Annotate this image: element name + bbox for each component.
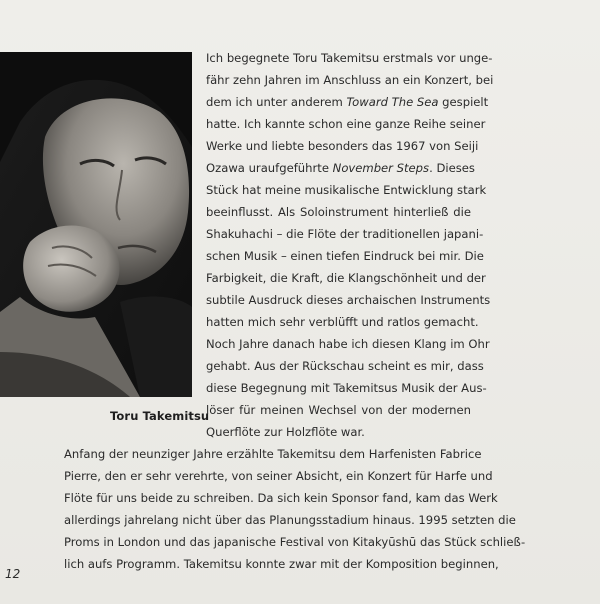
body-line: Flöte für uns beide zu schreiben. Da sich kein Sponsor fand, kam das Werk — [64, 491, 498, 505]
column-line: löser für meinen Wechsel von der modernen — [206, 403, 471, 417]
photo-caption: Toru Takemitsu — [110, 409, 210, 423]
column-line: diese Begegnung mit Takemitsus Musik der Aus- — [206, 381, 487, 395]
body-line: Proms in London und das japanische Festival von Kitakyūshū das Stück schließ- — [64, 535, 526, 549]
column-line: Ich begegnete Toru Takemitsu erstmals vor unge- — [206, 51, 493, 65]
column-line: Werke und liebte besonders das 1967 von Seiji — [206, 139, 479, 153]
portrait-photo — [0, 52, 192, 397]
column-line: Ozawa uraufgeführte November Steps. Dieses — [206, 161, 475, 175]
column-line: Stück hat meine musikalische Entwicklung stark — [206, 183, 487, 197]
column-line: Shakuhachi – die Flöte der traditionellen japani- — [206, 227, 484, 241]
column-line: subtile Ausdruck dieses archaischen Instruments — [206, 293, 491, 307]
body-line: allerdings jahrelang nicht über das Planungsstadium hinaus. 1995 setzten die — [64, 513, 516, 527]
column-line: schen Musik – einen tiefen Eindruck bei mir. Die — [206, 249, 484, 263]
column-line: dem ich unter anderem Toward The Sea gespielt — [206, 95, 489, 109]
body-line: Pierre, den er sehr verehrte, von seiner Absicht, ein Konzert für Harfe und — [64, 469, 493, 483]
column-line: fähr zehn Jahren im Anschluss an ein Konzert, bei — [206, 73, 494, 87]
column-line: Noch Jahre danach habe ich diesen Klang im Ohr — [206, 337, 490, 351]
column-line: gehabt. Aus der Rückschau scheint es mir, dass — [206, 359, 484, 373]
body-line: lich aufs Programm. Takemitsu konnte zwar mit der Komposition beginnen, — [64, 557, 499, 571]
column-line: Querflöte zur Holzflöte war. — [206, 425, 365, 439]
column-line: hatten mich sehr verblüfft und ratlos gemacht. — [206, 315, 479, 329]
column-line: beeinflusst. Als Soloinstrument hinterließ die — [206, 205, 471, 219]
body-line: Anfang der neunziger Jahre erzählte Takemitsu dem Harfenisten Fabrice — [64, 447, 482, 461]
page-number: 12 — [5, 567, 21, 581]
column-line: Farbigkeit, die Kraft, die Klangschönheit und der — [206, 271, 486, 285]
column-line: hatte. Ich kannte schon eine ganze Reihe seiner — [206, 117, 486, 131]
portrait-image — [0, 52, 192, 397]
